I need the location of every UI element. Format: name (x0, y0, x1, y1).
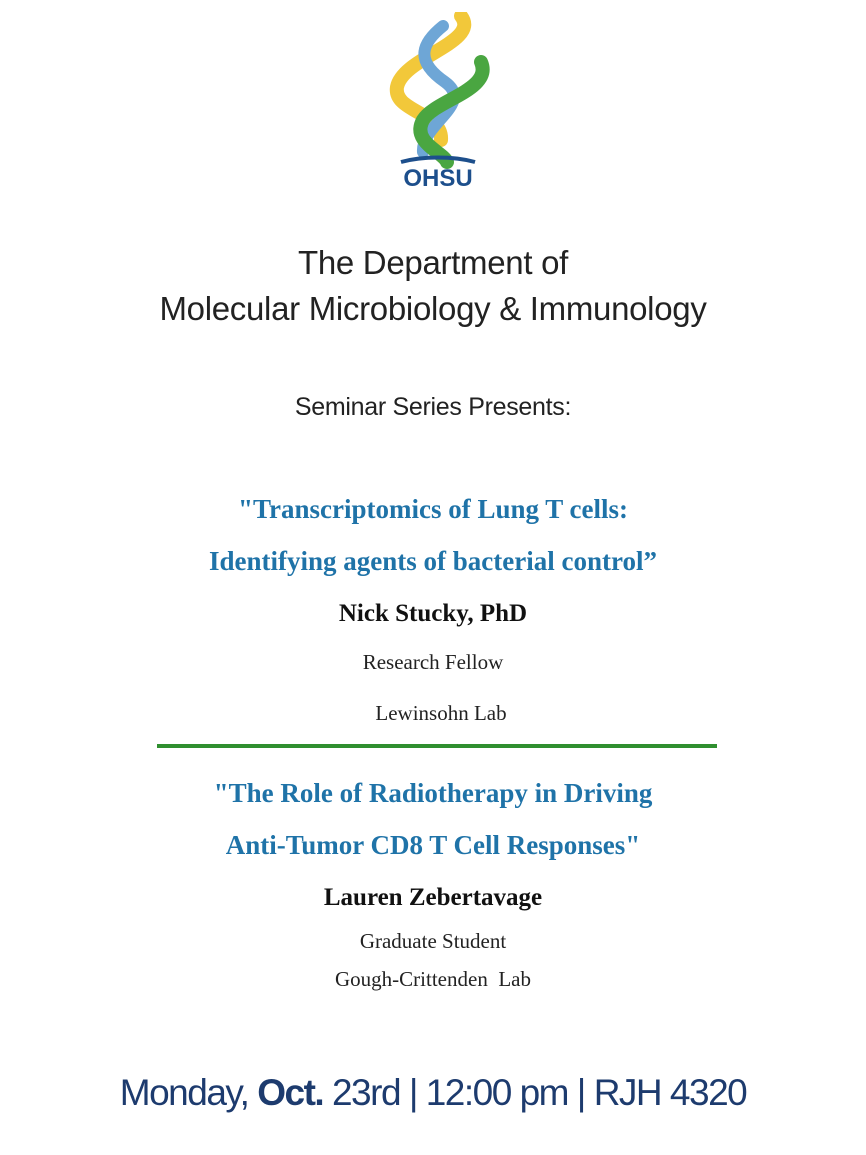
department-line-2: Molecular Microbiology & Immunology (159, 290, 707, 327)
separator: | (408, 1072, 417, 1113)
separator: | (576, 1072, 585, 1113)
section-divider (157, 744, 717, 748)
event-month: Oct. (257, 1072, 324, 1113)
talk-1-speaker: Nick Stucky, PhD (338, 600, 528, 627)
event-details (0, 1072, 866, 1114)
talk-2-lab: Gough-Crittenden Lab (335, 967, 531, 991)
event-date: 23rd (331, 1072, 401, 1113)
talk-2-title-line-2: Anti-Tumor CD8 T Cell Responses" (225, 830, 641, 860)
talk-1-title-line-2: Identifying agents of bacterial control” (209, 546, 657, 576)
event-day: Monday, (119, 1072, 249, 1113)
talk-2-title-line-1: "The Role of Radiotherapy in Driving (213, 778, 653, 808)
talk-1-title-line-1: "Transcriptomics of Lung T cells: (238, 494, 628, 524)
logo-text: OHSU (403, 165, 473, 192)
ohsu-logo (383, 12, 493, 192)
department-line-1: The Department of (297, 244, 569, 281)
event-room: RJH 4320 (593, 1072, 747, 1113)
ohsu-helix-logo-icon (383, 12, 493, 192)
talk-1-lab: Lewinsohn Lab (375, 701, 507, 725)
seminar-series-label: Seminar Series Presents: (294, 393, 572, 421)
talk-1-role: Research Fellow (362, 650, 504, 674)
event-time: 12:00 pm (425, 1072, 568, 1113)
talk-2-role: Graduate Student (359, 929, 507, 953)
talk-2-speaker: Lauren Zebertavage (323, 884, 543, 911)
